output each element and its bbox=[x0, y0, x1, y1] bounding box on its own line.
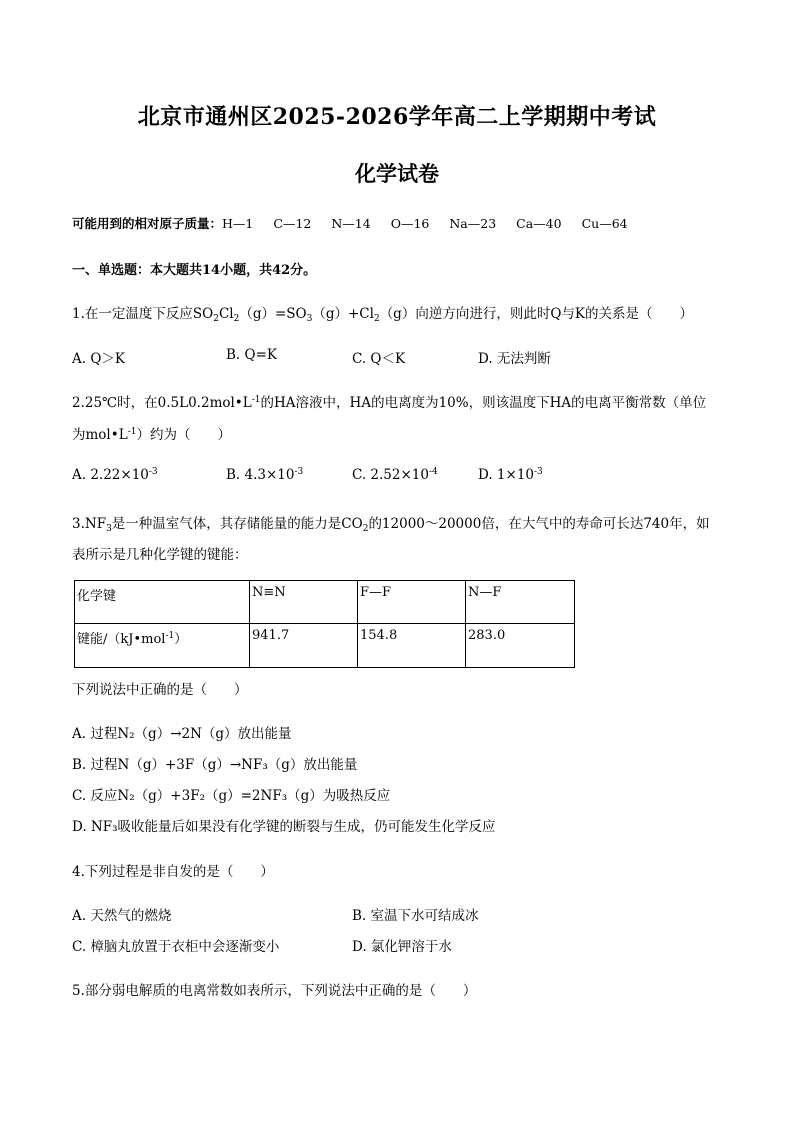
q2-text: 为mol•L bbox=[72, 427, 128, 443]
question-3-stem-line1 bbox=[72, 512, 710, 534]
q1-option-b[interactable]: B. Q=K bbox=[226, 347, 277, 363]
q2-option-text: D. 1×10 bbox=[478, 467, 535, 483]
atomic-masses-line bbox=[72, 214, 628, 232]
table-header-cell: F—F bbox=[358, 581, 466, 624]
q4-option-b[interactable]: B. 室温下水可结成冰 bbox=[352, 908, 479, 924]
question-3-prompt: 下列说法中正确的是（ ） bbox=[72, 682, 248, 698]
q2-option-exp: -4 bbox=[428, 467, 438, 477]
q2-option-text: A. 2.22×10 bbox=[72, 467, 149, 483]
table-cell: 283.0 bbox=[466, 624, 575, 668]
q1-text: Cl bbox=[218, 306, 234, 322]
row-label-text: 键能/（kJ•mol bbox=[77, 632, 166, 647]
question-5-stem: 5.部分弱电解质的电离常数如表所示，下列说法中正确的是（ ） bbox=[72, 983, 477, 999]
atomic-mass-item: Cu—64 bbox=[581, 216, 628, 231]
q2-option-c[interactable] bbox=[352, 467, 438, 483]
q1-subscript: 2 bbox=[233, 314, 240, 324]
q3-option-b[interactable]: B. 过程N（g）+3F（g）→NF₃（g）放出能量 bbox=[72, 757, 358, 773]
q2-superscript: -1 bbox=[251, 395, 261, 405]
q2-option-d[interactable] bbox=[478, 467, 543, 483]
q2-option-exp: -3 bbox=[148, 467, 158, 477]
q3-option-a[interactable]: A. 过程N₂（g）→2N（g）放出能量 bbox=[72, 726, 292, 742]
atomic-mass-item: Na—23 bbox=[449, 216, 497, 231]
table-row bbox=[75, 624, 575, 668]
question-3-stem-line2: 表所示是几种化学键的键能： bbox=[72, 547, 248, 563]
table-header-cell: N≡N bbox=[250, 581, 358, 624]
table-header-cell: N—F bbox=[466, 581, 575, 624]
q3-text: 是一种温室气体，其存储能量的能力是CO bbox=[111, 516, 363, 532]
q1-text: 1.在一定温度下反应SO bbox=[72, 306, 214, 322]
q2-text: 2.25℃时，在0.5L0.2mol•L bbox=[72, 395, 252, 411]
bond-energy-table bbox=[74, 580, 575, 668]
atomic-mass-item: O—16 bbox=[390, 216, 430, 231]
exam-subtitle: 化学试卷 bbox=[355, 161, 439, 186]
q4-option-c[interactable]: C. 樟脑丸放置于衣柜中会逐渐变小 bbox=[72, 939, 280, 955]
table-row bbox=[75, 581, 575, 624]
q1-subscript: 3 bbox=[306, 314, 313, 324]
atomic-mass-item: N—14 bbox=[331, 216, 371, 231]
table-header-cell: 化学键 bbox=[75, 581, 250, 624]
q3-option-c[interactable]: C. 反应N₂（g）+3F₂（g）=2NF₃（g）为吸热反应 bbox=[72, 788, 391, 804]
question-1-stem bbox=[72, 302, 693, 324]
q2-text: ）约为（ ） bbox=[136, 427, 231, 443]
q2-superscript: -1 bbox=[127, 427, 137, 437]
q2-option-text: B. 4.3×10 bbox=[226, 467, 295, 483]
q2-option-exp: -3 bbox=[534, 467, 543, 477]
table-cell: 154.8 bbox=[358, 624, 466, 668]
row-label-end: ） bbox=[174, 632, 188, 647]
q2-option-exp: -3 bbox=[294, 467, 304, 477]
q1-option-c[interactable]: C. Q＜K bbox=[352, 351, 406, 367]
q4-option-d[interactable]: D. 氯化钾溶于水 bbox=[352, 939, 452, 955]
section-heading: 一、单选题：本大题共14小题，共42分。 bbox=[72, 263, 317, 278]
q2-text: 的HA溶液中，HA的电离度为10%，则该温度下HA的电离平衡常数（单位 bbox=[260, 395, 707, 411]
q2-option-b[interactable] bbox=[226, 467, 303, 483]
row-label-sup: -1 bbox=[165, 631, 175, 641]
q3-option-d[interactable]: D. NF₃吸收能量后如果没有化学键的断裂与生成，仍可能发生化学反应 bbox=[72, 819, 496, 835]
q3-text: 的12000～20000倍，在大气中的寿命可长达740年，如 bbox=[368, 516, 710, 532]
question-2-stem-line1 bbox=[72, 391, 706, 411]
question-2-stem-line2 bbox=[72, 423, 231, 443]
table-cell: 941.7 bbox=[250, 624, 358, 668]
q1-text: （g）+Cl bbox=[312, 306, 374, 322]
exam-title: 北京市通州区2025-2026学年高二上学期期中考试 bbox=[137, 104, 657, 130]
q3-text: 3.NF bbox=[72, 516, 107, 532]
atomic-mass-item: C—12 bbox=[273, 216, 312, 231]
atomic-mass-item: Ca—40 bbox=[516, 216, 562, 231]
q3-subscript: 2 bbox=[362, 524, 369, 534]
q1-option-d[interactable]: D. 无法判断 bbox=[478, 351, 551, 367]
q3-subscript: 3 bbox=[106, 524, 112, 534]
q1-text: （g）向逆方向进行，则此时Q与K的关系是（ ） bbox=[379, 306, 693, 322]
atomic-mass-item: H—1 bbox=[222, 216, 254, 231]
q1-text: （g）=SO bbox=[239, 306, 307, 322]
question-4-stem: 4.下列过程是非自发的是（ ） bbox=[72, 864, 274, 880]
q1-subscript: 2 bbox=[373, 314, 380, 324]
q1-subscript: 2 bbox=[213, 314, 219, 324]
q2-option-a[interactable] bbox=[72, 467, 158, 483]
q2-option-text: C. 2.52×10 bbox=[352, 467, 429, 483]
q1-option-a[interactable]: A. Q＞K bbox=[72, 351, 125, 367]
atomic-masses-label: 可能用到的相对原子质量： bbox=[72, 216, 223, 231]
q4-option-a[interactable]: A. 天然气的燃烧 bbox=[72, 908, 172, 924]
table-row-label bbox=[75, 624, 250, 668]
